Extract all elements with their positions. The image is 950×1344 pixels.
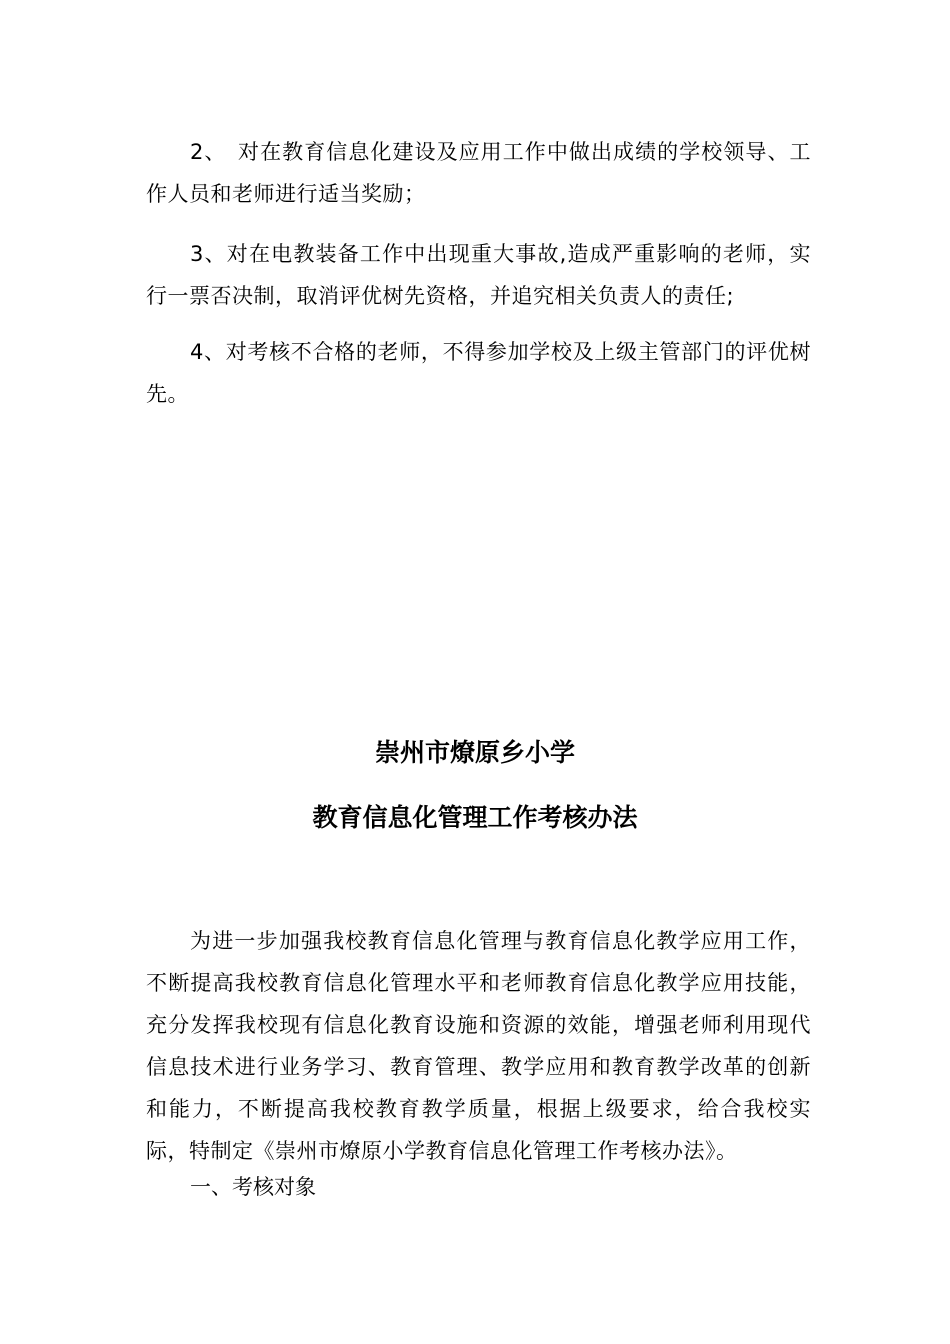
section-heading: 一、考核对象 <box>190 1175 316 1199</box>
list-item-4: 4、对考核不合格的老师，不得参加学校及上级主管部门的评优树先。 <box>146 340 811 406</box>
school-name-title: 崇州市燎原乡小学 <box>374 738 575 767</box>
document-title: 教育信息化管理工作考核办法 <box>312 803 638 832</box>
intro-paragraph: 为进一步加强我校教育信息化管理与教育信息化教学应用工作，不断提高我校教育信息化管理水平和老师教育信息化教学应用技能，充分发挥我校现有信息化教育设施和资源的效能，增强老师利用现代信息技术进行业务学习、教育管理、教学应用和教育教学改革的创新和能力，不断提高我校教育教学质量，根据上级要求，给合我校实际，特制定《崇州市燎原小学教育信息化管理工作考核办法》。 <box>146 929 811 1163</box>
list-item-2: 2、 对在教育信息化建设及应用工作中做出成绩的学校领导、工作人员和老师进行适当奖励； <box>146 140 811 206</box>
list-item-3: 3、对在电教装备工作中出现重大事故,造成严重影响的老师，实行一票否决制，取消评优树先资格，并追究相关负责人的责任; <box>146 242 811 308</box>
